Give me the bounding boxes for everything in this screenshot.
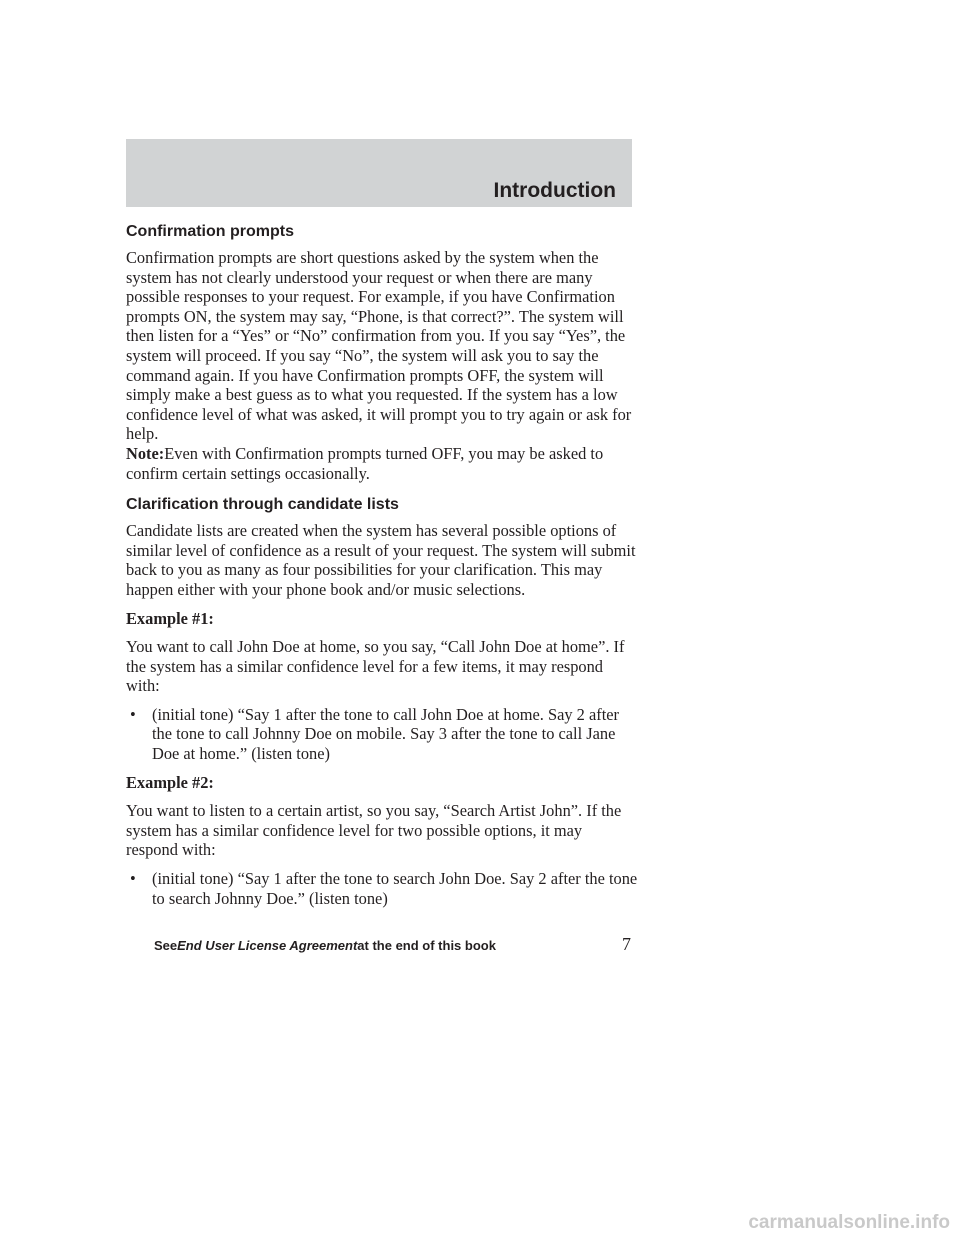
example-1-label: Example #1:	[126, 608, 214, 628]
page-content	[126, 222, 638, 917]
watermark: carmanualsonline.info	[748, 1212, 950, 1233]
footer-rest: at the end of this book	[357, 938, 496, 953]
example-2-bullet-text: (initial tone) “Say 1 after the tone to search John Doe. Say 2 after the tone to search Johnny Doe.” (listen tone)	[152, 869, 638, 908]
header-band	[126, 139, 632, 207]
example-1-bullet	[126, 705, 638, 764]
bullet-icon: •	[130, 704, 136, 724]
example-2-text: You want to listen to a certain artist, so you say, “Search Artist John”. If the system has a similar confidence level for two possible options, it may respond with:	[126, 801, 622, 860]
note-text: Even with Confirmation prompts turned OFF, you may be asked to confirm certain settings occasionally.	[126, 443, 604, 483]
footer-see: See	[154, 938, 178, 953]
bullet-icon: •	[130, 869, 136, 889]
note-label: Note:	[126, 443, 165, 463]
page-number: 7	[622, 934, 631, 954]
footer-agreement-title: End User License Agreement	[177, 938, 358, 953]
example-2-label: Example #2:	[126, 772, 214, 792]
candidate-paragraph: Candidate lists are created when the system has several possible options of similar level of confidence as a result of your request. The system will submit back to you as many as four possibilities for your clarification. This may happen either with your phone book and/or music selections.	[126, 521, 636, 599]
page-footer	[126, 934, 638, 956]
footer-license-note	[154, 938, 496, 953]
note-paragraph	[126, 444, 638, 483]
heading-confirmation-prompts: Confirmation prompts	[126, 223, 294, 240]
heading-candidate-lists: Clarification through candidate lists	[126, 496, 399, 514]
example-1-bullet-text: (initial tone) “Say 1 after the tone to call John Doe at home. Say 2 after the tone to call Johnny Doe on mobile. Say 3 after the tone to call Jane Doe at home.” (listen tone)	[152, 704, 619, 764]
confirmation-paragraph: Confirmation prompts are short questions asked by the system when the system has not clearly understood your request or when there are many possible responses to your request. For example, if you have Confirmation prompts ON, the system may say, “Phone, is that correct?”. The system will then listen for a “Yes” or “No” confirmation from you. If you say “Yes”, the system will proceed. If you say “No”, the system will ask you to say the command again. If you have Confirmation prompts OFF, the system will simply make a best guess as to what you requested. If the system has a low confidence level of what was asked, it will prompt you to try again or ask for help.	[126, 248, 632, 444]
example-2-bullet	[126, 869, 638, 908]
page-section-title: Introduction	[493, 179, 616, 202]
example-1-text: You want to call John Doe at home, so you say, “Call John Doe at home”. If the system has a similar confidence level for a few items, it may respond with:	[126, 637, 625, 696]
